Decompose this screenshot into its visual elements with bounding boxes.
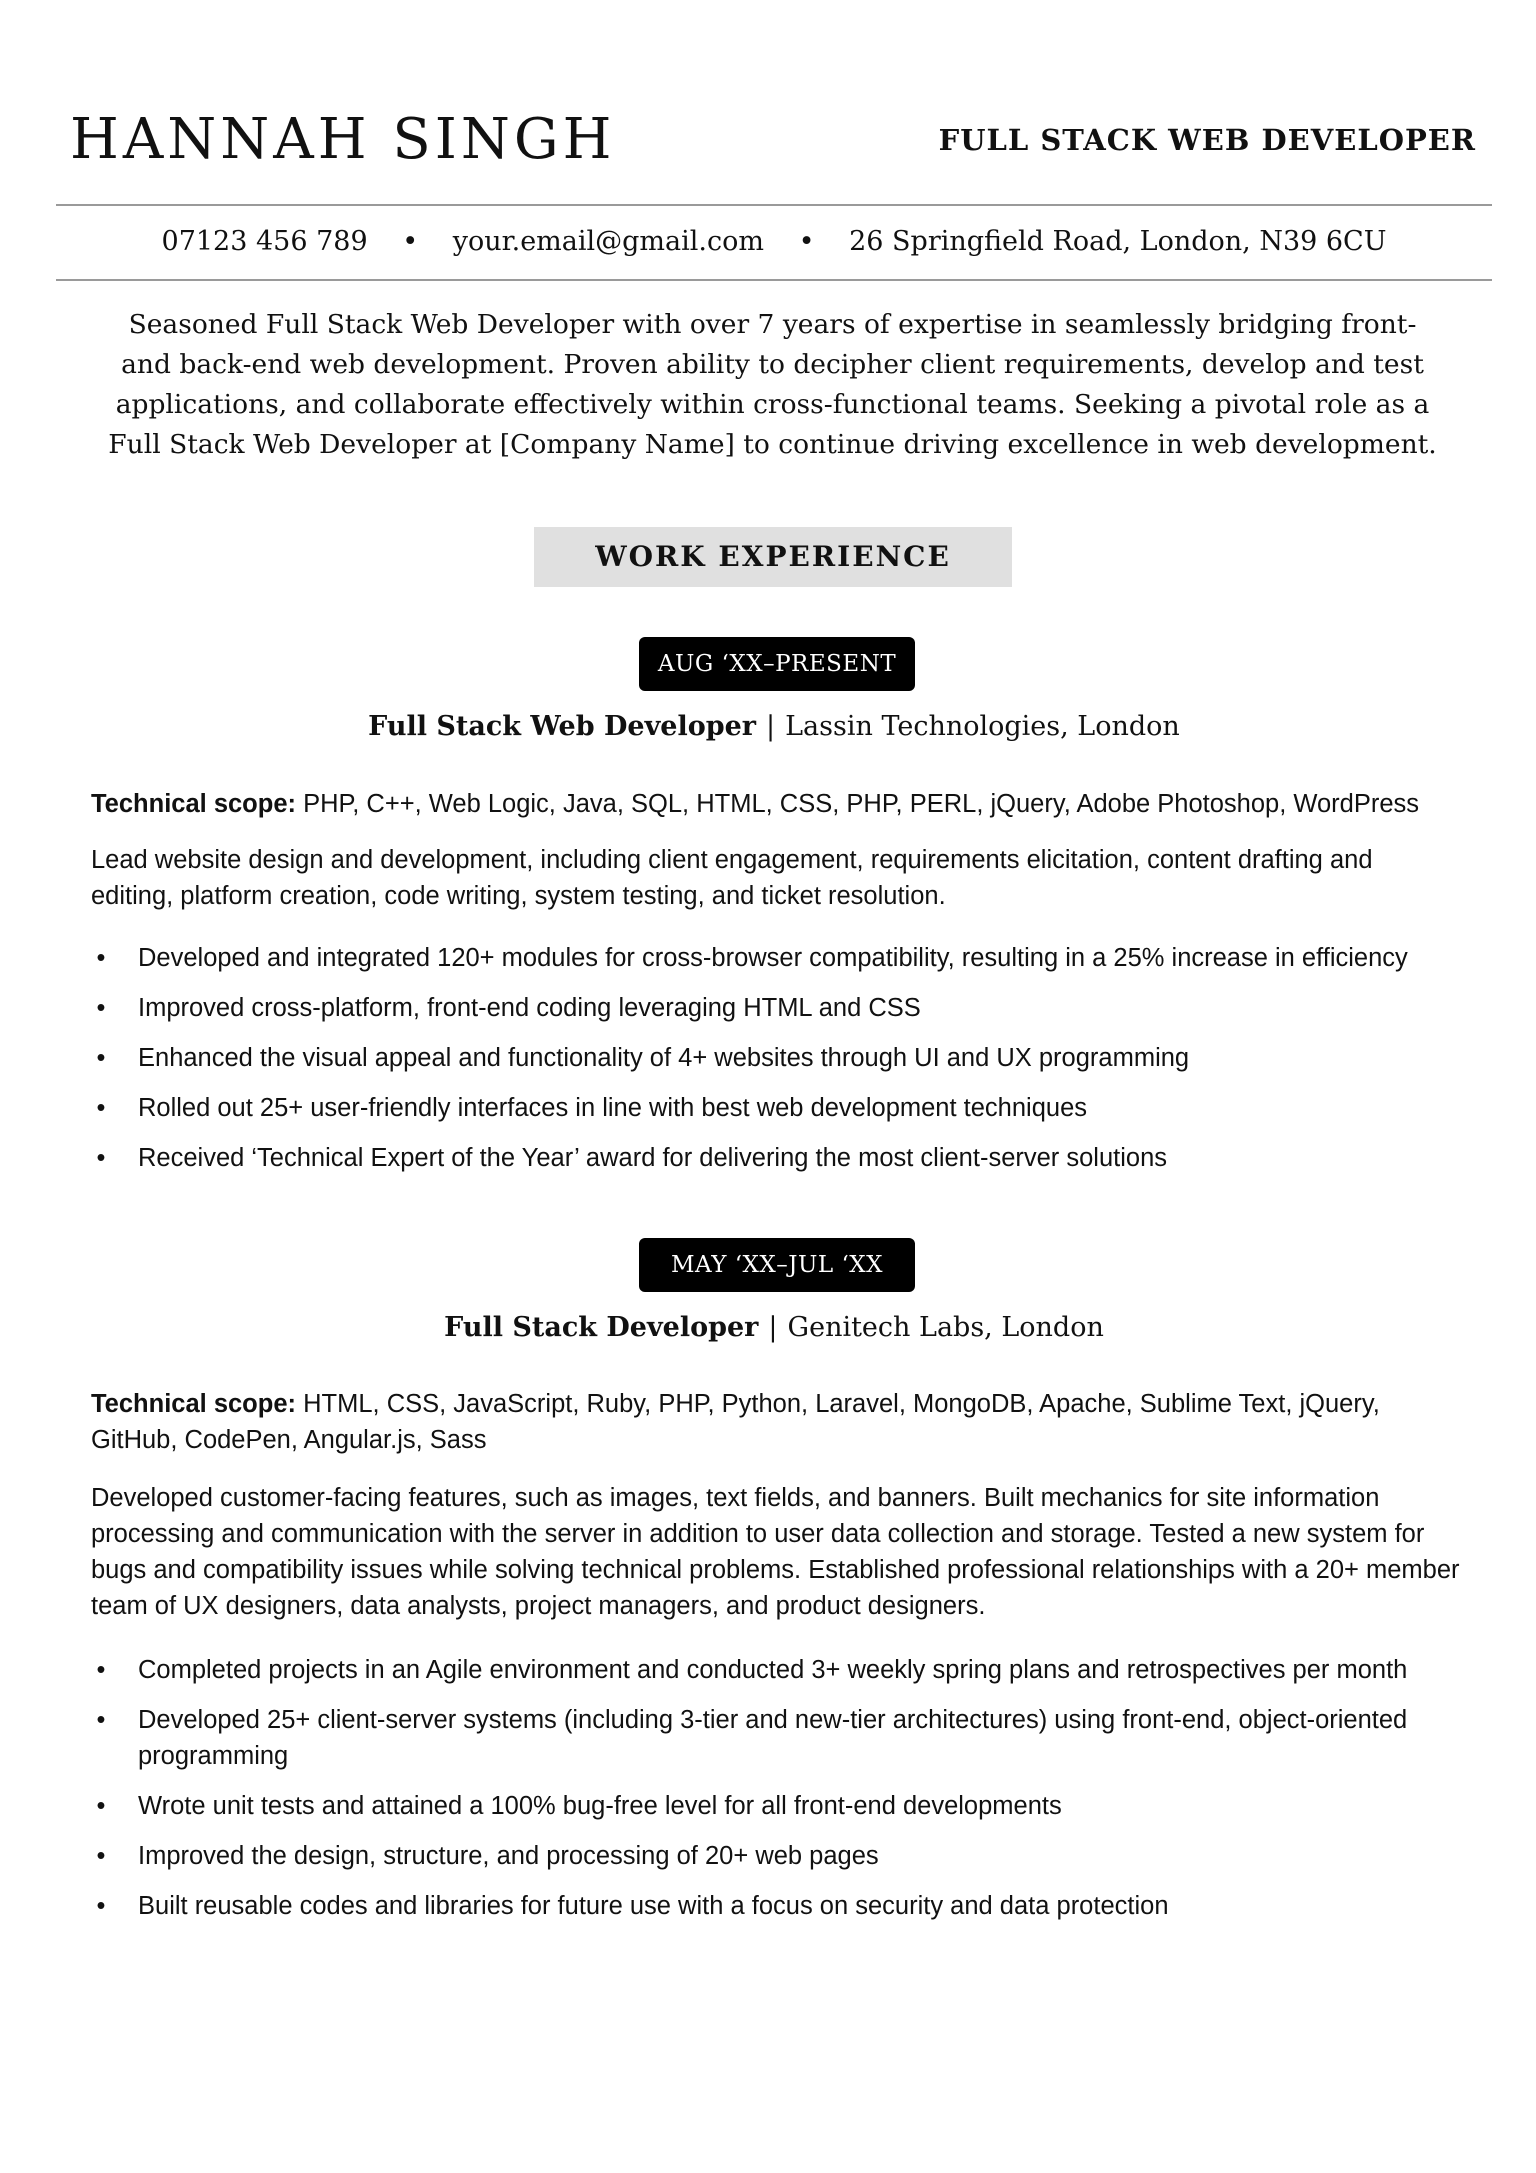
list-item-text: Completed projects in an Agile environment and conducted 3+ weekly spring plans and retrospectives per month: [138, 1656, 1408, 1684]
section-heading-work-experience: WORK EXPERIENCE: [534, 527, 1012, 587]
list-item: [91, 1140, 1461, 1176]
job-role-line: [56, 1308, 1492, 1348]
contact-address: 26 Springfield Road, London, N39 6CU: [849, 226, 1387, 257]
technical-scope-label: Technical scope:: [91, 790, 297, 818]
bullet-icon: •: [96, 1892, 106, 1920]
list-item: [91, 1702, 1461, 1774]
list-item-text: Improved cross-platform, front-end coding leveraging HTML and CSS: [138, 994, 921, 1022]
bullet-icon: •: [96, 1144, 106, 1172]
contact-line: [56, 222, 1492, 262]
job-title: FULL STACK WEB DEVELOPER: [938, 123, 1476, 157]
list-item-text: Enhanced the visual appeal and functionality of 4+ websites through UI and UX programming: [138, 1044, 1190, 1072]
technical-scope: [91, 1386, 1461, 1458]
achievement-list: [91, 940, 1461, 1190]
bullet-icon: •: [96, 1044, 106, 1072]
job-role-line: [56, 707, 1492, 747]
list-item-text: Wrote unit tests and attained a 100% bug-free level for all front-end developments: [138, 1792, 1062, 1820]
header-divider-top: [56, 204, 1492, 206]
list-item-text: Rolled out 25+ user-friendly interfaces in line with best web development techniques: [138, 1094, 1088, 1122]
job-role: Full Stack Developer: [444, 1312, 759, 1343]
contact-separator: •: [402, 226, 419, 257]
list-item: [91, 1040, 1461, 1076]
list-item-text: Developed 25+ client-server systems (including 3-tier and new-tier architectures) using front-end, object-oriented programming: [138, 1706, 1408, 1770]
job-company: Genitech Labs, London: [787, 1312, 1104, 1343]
job-dates-badge: MAY ‘XX–JUL ‘XX: [639, 1238, 915, 1292]
bullet-icon: •: [96, 944, 106, 972]
contact-separator: •: [798, 226, 815, 257]
role-separator: |: [766, 711, 776, 742]
list-item: [91, 1838, 1461, 1874]
list-item: [91, 1090, 1461, 1126]
technical-scope-value: PHP, C++, Web Logic, Java, SQL, HTML, CSS, PHP, PERL, jQuery, Adobe Photoshop, WordPress: [303, 790, 1420, 818]
bullet-icon: •: [96, 1656, 106, 1684]
list-item-text: Built reusable codes and libraries for future use with a focus on security and data protection: [138, 1892, 1169, 1920]
bullet-icon: •: [96, 1706, 106, 1734]
contact-email: your.email@gmail.com: [452, 226, 764, 257]
list-item: [91, 1652, 1461, 1688]
contact-phone: 07123 456 789: [161, 226, 368, 257]
role-separator: |: [768, 1312, 778, 1343]
header-divider-bottom: [56, 279, 1492, 281]
achievement-list: [91, 1652, 1461, 1938]
candidate-name: HANNAH SINGH: [70, 107, 616, 172]
bullet-icon: •: [96, 1842, 106, 1870]
list-item: [91, 1788, 1461, 1824]
bullet-icon: •: [96, 1094, 106, 1122]
bullet-icon: •: [96, 1792, 106, 1820]
job-company: Lassin Technologies, London: [785, 711, 1180, 742]
list-item-text: Developed and integrated 120+ modules for cross-browser compatibility, resulting in a 25% increase in efficiency: [138, 944, 1408, 972]
technical-scope-label: Technical scope:: [91, 1390, 297, 1418]
list-item: [91, 990, 1461, 1026]
list-item: [91, 940, 1461, 976]
list-item-text: Improved the design, structure, and processing of 20+ web pages: [138, 1842, 879, 1870]
job-description: Lead website design and development, including client engagement, requirements elicitation, content drafting and editing, platform creation, code writing, system testing, and ticket resolution.: [91, 846, 1373, 910]
job-description: Developed customer-facing features, such as images, text fields, and banners. Built mechanics for site information processing and communication with the server in addition to user data collection and storage. Tested a new system for bugs and compatibility issues while solving technical problems. Established professional relationships with a 20+ member team of UX designers, data analysts, project managers, and product designers.: [91, 1484, 1460, 1620]
technical-scope: [91, 786, 1461, 822]
technical-scope-value: HTML, CSS, JavaScript, Ruby, PHP, Python, Laravel, MongoDB, Apache, Sublime Text, jQuery, GitHub, CodePen, Angular.js, Sass: [91, 1390, 1380, 1454]
bullet-icon: •: [96, 994, 106, 1022]
list-item-text: Received ‘Technical Expert of the Year’ award for delivering the most client-server solutions: [138, 1144, 1168, 1172]
job-role: Full Stack Web Developer: [368, 711, 756, 742]
job-dates-badge: AUG ‘XX–PRESENT: [639, 637, 915, 691]
professional-summary: Seasoned Full Stack Web Developer with over 7 years of expertise in seamlessly bridging front- and back-end web development. Proven ability to decipher client requirements, develop and test applications, and collaborate effectively within cross-functional teams. Seeking a pivotal role as a Full Stack Web Developer at [Company Name] to continue driving excellence in web development.: [108, 309, 1437, 460]
list-item: [91, 1888, 1461, 1924]
